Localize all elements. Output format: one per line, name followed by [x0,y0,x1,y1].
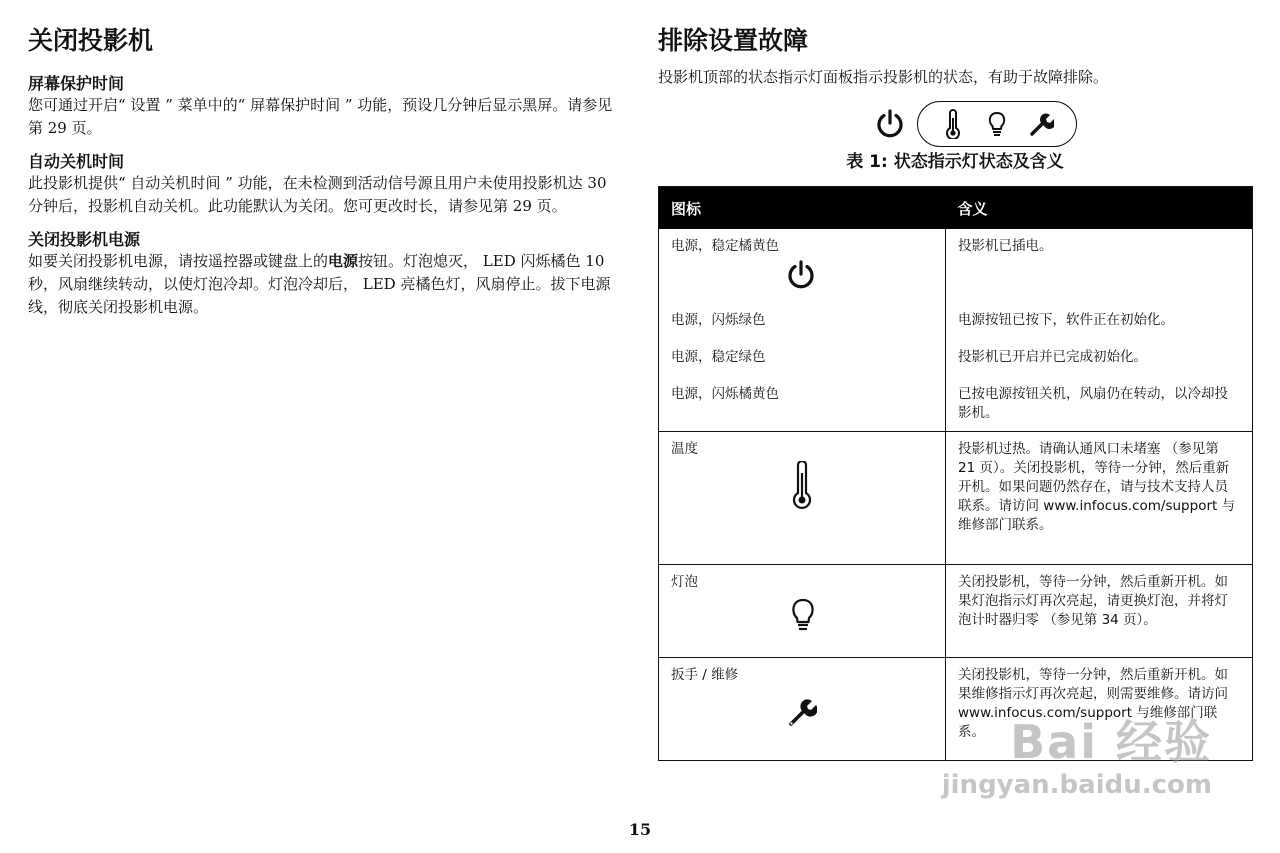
left-page-title: 关闭投影机 [28,26,154,55]
watermark-logo-text: Bai 经验 [1010,715,1212,769]
left-column [28,24,618,331]
state-label: 温度 [671,441,698,457]
power-icon [784,258,818,292]
state-cell: 电源，闪烁橘黄色 [659,383,946,432]
lightbulb-icon [789,596,817,634]
state-cell [659,658,946,761]
thermometer-icon [789,461,815,511]
section-screen-saver [28,74,618,140]
header-icon: 图标 [659,187,946,230]
table-row [659,346,1253,383]
state-cell [659,432,946,565]
section-heading: 关闭投影机电源 [28,230,141,249]
state-cell: 电源，稳定绿色 [671,349,766,365]
table-row [659,383,1253,432]
meaning-cell: 关闭投影机，等待一分钟，然后重新开机。如果维修指示灯再次亮起，则需要维修。请访问 www.infocus.com/support 与维修部门联系。 [946,658,1253,761]
lightbulb-icon [984,109,1010,139]
meaning-cell: 投影机过热。请确认通风口未堵塞 （参见第 21 页）。关闭投影机，等待一分钟，然后重新开机。如果问题仍然存在，请与技术支持人员联系。请访问 www.infocus.com/support 与维修部门联系。 [946,432,1253,565]
state-label: 灯泡 [671,574,698,590]
right-page-title: 排除设置故障 [658,26,809,55]
meaning-cell: 投影机已开启并已完成初始化。 [946,346,1253,383]
watermark-url: jingyan.baidu.com [941,770,1212,800]
state-cell: 电源，闪烁绿色 [671,312,766,328]
section-body [28,250,618,319]
header-meaning: 含义 [946,187,1253,230]
section-power-off [28,230,618,319]
meaning-cell: 已按电源按钮关机，风扇仍在转动，以冷却投影机。 [946,383,1253,432]
baidu-watermark [942,715,1212,801]
power-keyword: 电源 [328,252,359,270]
meaning-cell: 关闭投影机，等待一分钟，然后重新开机。如果灯泡指示灯再次亮起，请更换灯泡，并将灯泡计时器归零 （参见第 34 页）。 [946,565,1253,658]
table-header-row [659,187,1253,230]
body-text: 按钮。灯泡熄灭， LED 闪烁橘色 10 秒，风扇继续转动，以使灯泡冷却。灯泡冷却后， LED 亮橘色灯，风扇停止。拔下电源线，彻底关闭投影机电源。 [28,252,611,316]
thermometer-icon [940,109,966,139]
section-heading: 屏幕保护时间 [28,74,125,93]
section-auto-power-off [28,152,618,218]
body-text: 如要关闭投影机电源，请按遥控器或键盘上的 [28,252,329,270]
status-indicator-panel [698,98,1252,150]
meaning-cell: 投影机已插电。 [946,229,1253,309]
icon-holder [671,258,933,292]
state-label: 扳手 / 维修 [671,667,739,683]
table-row [659,309,1253,346]
table-row [659,432,1253,565]
intro-text: 投影机顶部的状态指示灯面板指示投影机的状态，有助于故障排除。 [658,68,1109,86]
table-row [659,565,1253,658]
wrench-icon [787,697,817,729]
section-heading: 自动关机时间 [28,152,125,171]
section-body: 您可通过开启“ 设置 ” 菜单中的“ 屏幕保护时间 ” 功能，预设几分钟后显示黑屏。请参见第 29 页。 [28,96,613,137]
section-body: 此投影机提供“ 自动关机时间 ” 功能，在未检测到活动信号源且用户未使用投影机达 30 分钟后，投影机自动关机。此功能默认为关闭。您可更改时长，请参见第 29 页。 [28,174,607,215]
status-table [658,186,1253,761]
power-icon [873,107,907,141]
right-column [658,24,1252,761]
wrench-icon [1028,109,1054,139]
meaning-cell: 电源按钮已按下，软件正在初始化。 [946,309,1253,346]
table-caption: 表 1: 状态指示灯状态及含义 [846,152,1064,172]
page-number: 15 [628,820,652,839]
state-cell [659,229,946,309]
state-cell [659,565,946,658]
state-label: 电源，稳定橘黄色 [671,238,779,254]
table-row [659,229,1253,309]
indicator-icon-group [917,101,1077,147]
